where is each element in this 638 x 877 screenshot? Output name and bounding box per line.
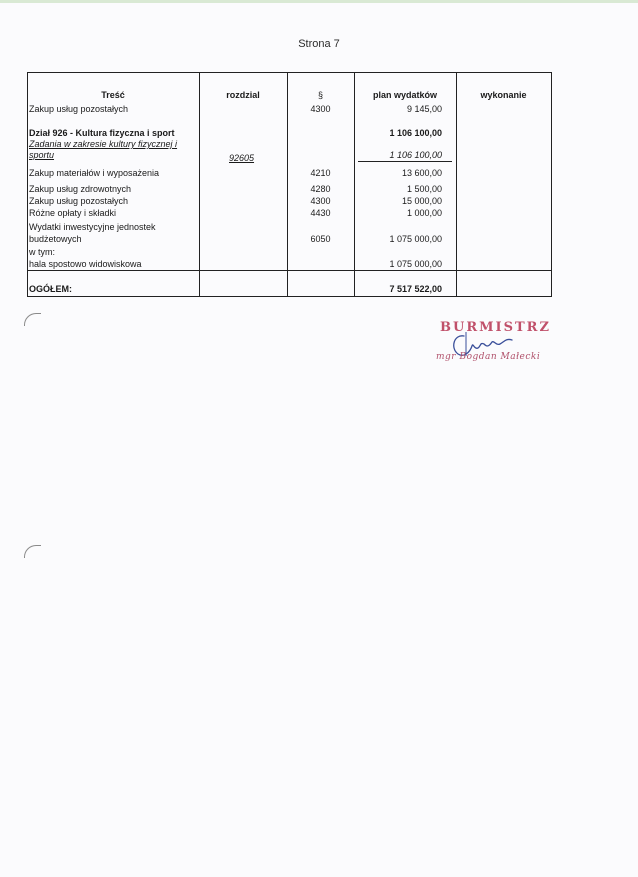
table-row-plan: 9 145,00	[406, 104, 442, 114]
header-plan: plan wydatków	[372, 90, 437, 100]
table-row-plan: 15 000,00	[401, 196, 442, 206]
punch-hole-mark	[24, 313, 41, 326]
subsection-title: Zadania w zakresie kultury fizycznej i	[29, 139, 178, 149]
mayor-stamp	[430, 318, 550, 378]
table-border	[27, 72, 28, 297]
table-row-tresc: Zakup usług pozostałych	[29, 196, 129, 206]
page-number: Strona 7	[298, 38, 340, 50]
table-row-tresc: Wydatki inwestycyjne jednostek	[29, 222, 156, 232]
punch-hole-mark	[24, 545, 41, 558]
table-row-plan: 1 075 000,00	[389, 234, 442, 244]
table-row-tresc: hala spostowo widowiskowa	[29, 259, 142, 269]
table-row-plan: 13 600,00	[401, 168, 442, 178]
header-tresc: Treść	[101, 90, 125, 100]
header-rozdzial: rozdzial	[226, 90, 260, 100]
table-border	[27, 72, 552, 73]
table-row-tresc-cont: budżetowych	[29, 234, 82, 244]
header-wykonanie: wykonanie	[480, 90, 527, 100]
subsection-plan: 1 106 100,00	[389, 150, 442, 160]
table-row-paragraf: 6050	[310, 234, 331, 244]
stamp-name: mgr Bogdan Małecki	[436, 352, 541, 362]
table-row-tresc: w tym:	[29, 247, 55, 257]
header-paragraph: §	[317, 90, 323, 100]
table-row-tresc: Różne opłaty i składki	[29, 208, 117, 218]
page-top-edge	[0, 0, 638, 3]
table-border	[551, 72, 552, 297]
subsection-rozdzial: 92605	[229, 153, 255, 163]
section-title: Dział 926 - Kultura fizyczna i sport	[29, 128, 175, 138]
budget-table	[27, 72, 552, 297]
table-row-plan: 1 000,00	[406, 208, 442, 218]
table-row-paragraf: 4430	[310, 208, 331, 218]
subtotal-underline	[358, 161, 452, 162]
total-label: OGÓŁEM:	[29, 284, 72, 294]
section-plan: 1 106 100,00	[389, 128, 442, 138]
table-row-tresc: Zakup materiałów i wyposażenia	[29, 168, 160, 178]
stamp-title: BURMISTRZ	[440, 320, 551, 335]
table-row-tresc: Zakup usług zdrowotnych	[29, 184, 132, 194]
table-row-paragraf: 4280	[310, 184, 331, 194]
table-row-paragraf: 4300	[310, 104, 331, 114]
table-border	[27, 296, 552, 297]
table-border	[27, 270, 552, 271]
table-row-plan: 1 500,00	[406, 184, 442, 194]
table-row-paragraf: 4300	[310, 196, 331, 206]
table-row-tresc: Zakup usług pozostałych	[29, 104, 129, 114]
total-plan: 7 517 522,00	[389, 284, 442, 294]
table-row-paragraf: 4210	[310, 168, 331, 178]
table-row-plan: 1 075 000,00	[389, 259, 442, 269]
subsection-title-cont: sportu	[29, 150, 55, 160]
table-border	[456, 72, 457, 297]
table-border	[199, 72, 200, 297]
